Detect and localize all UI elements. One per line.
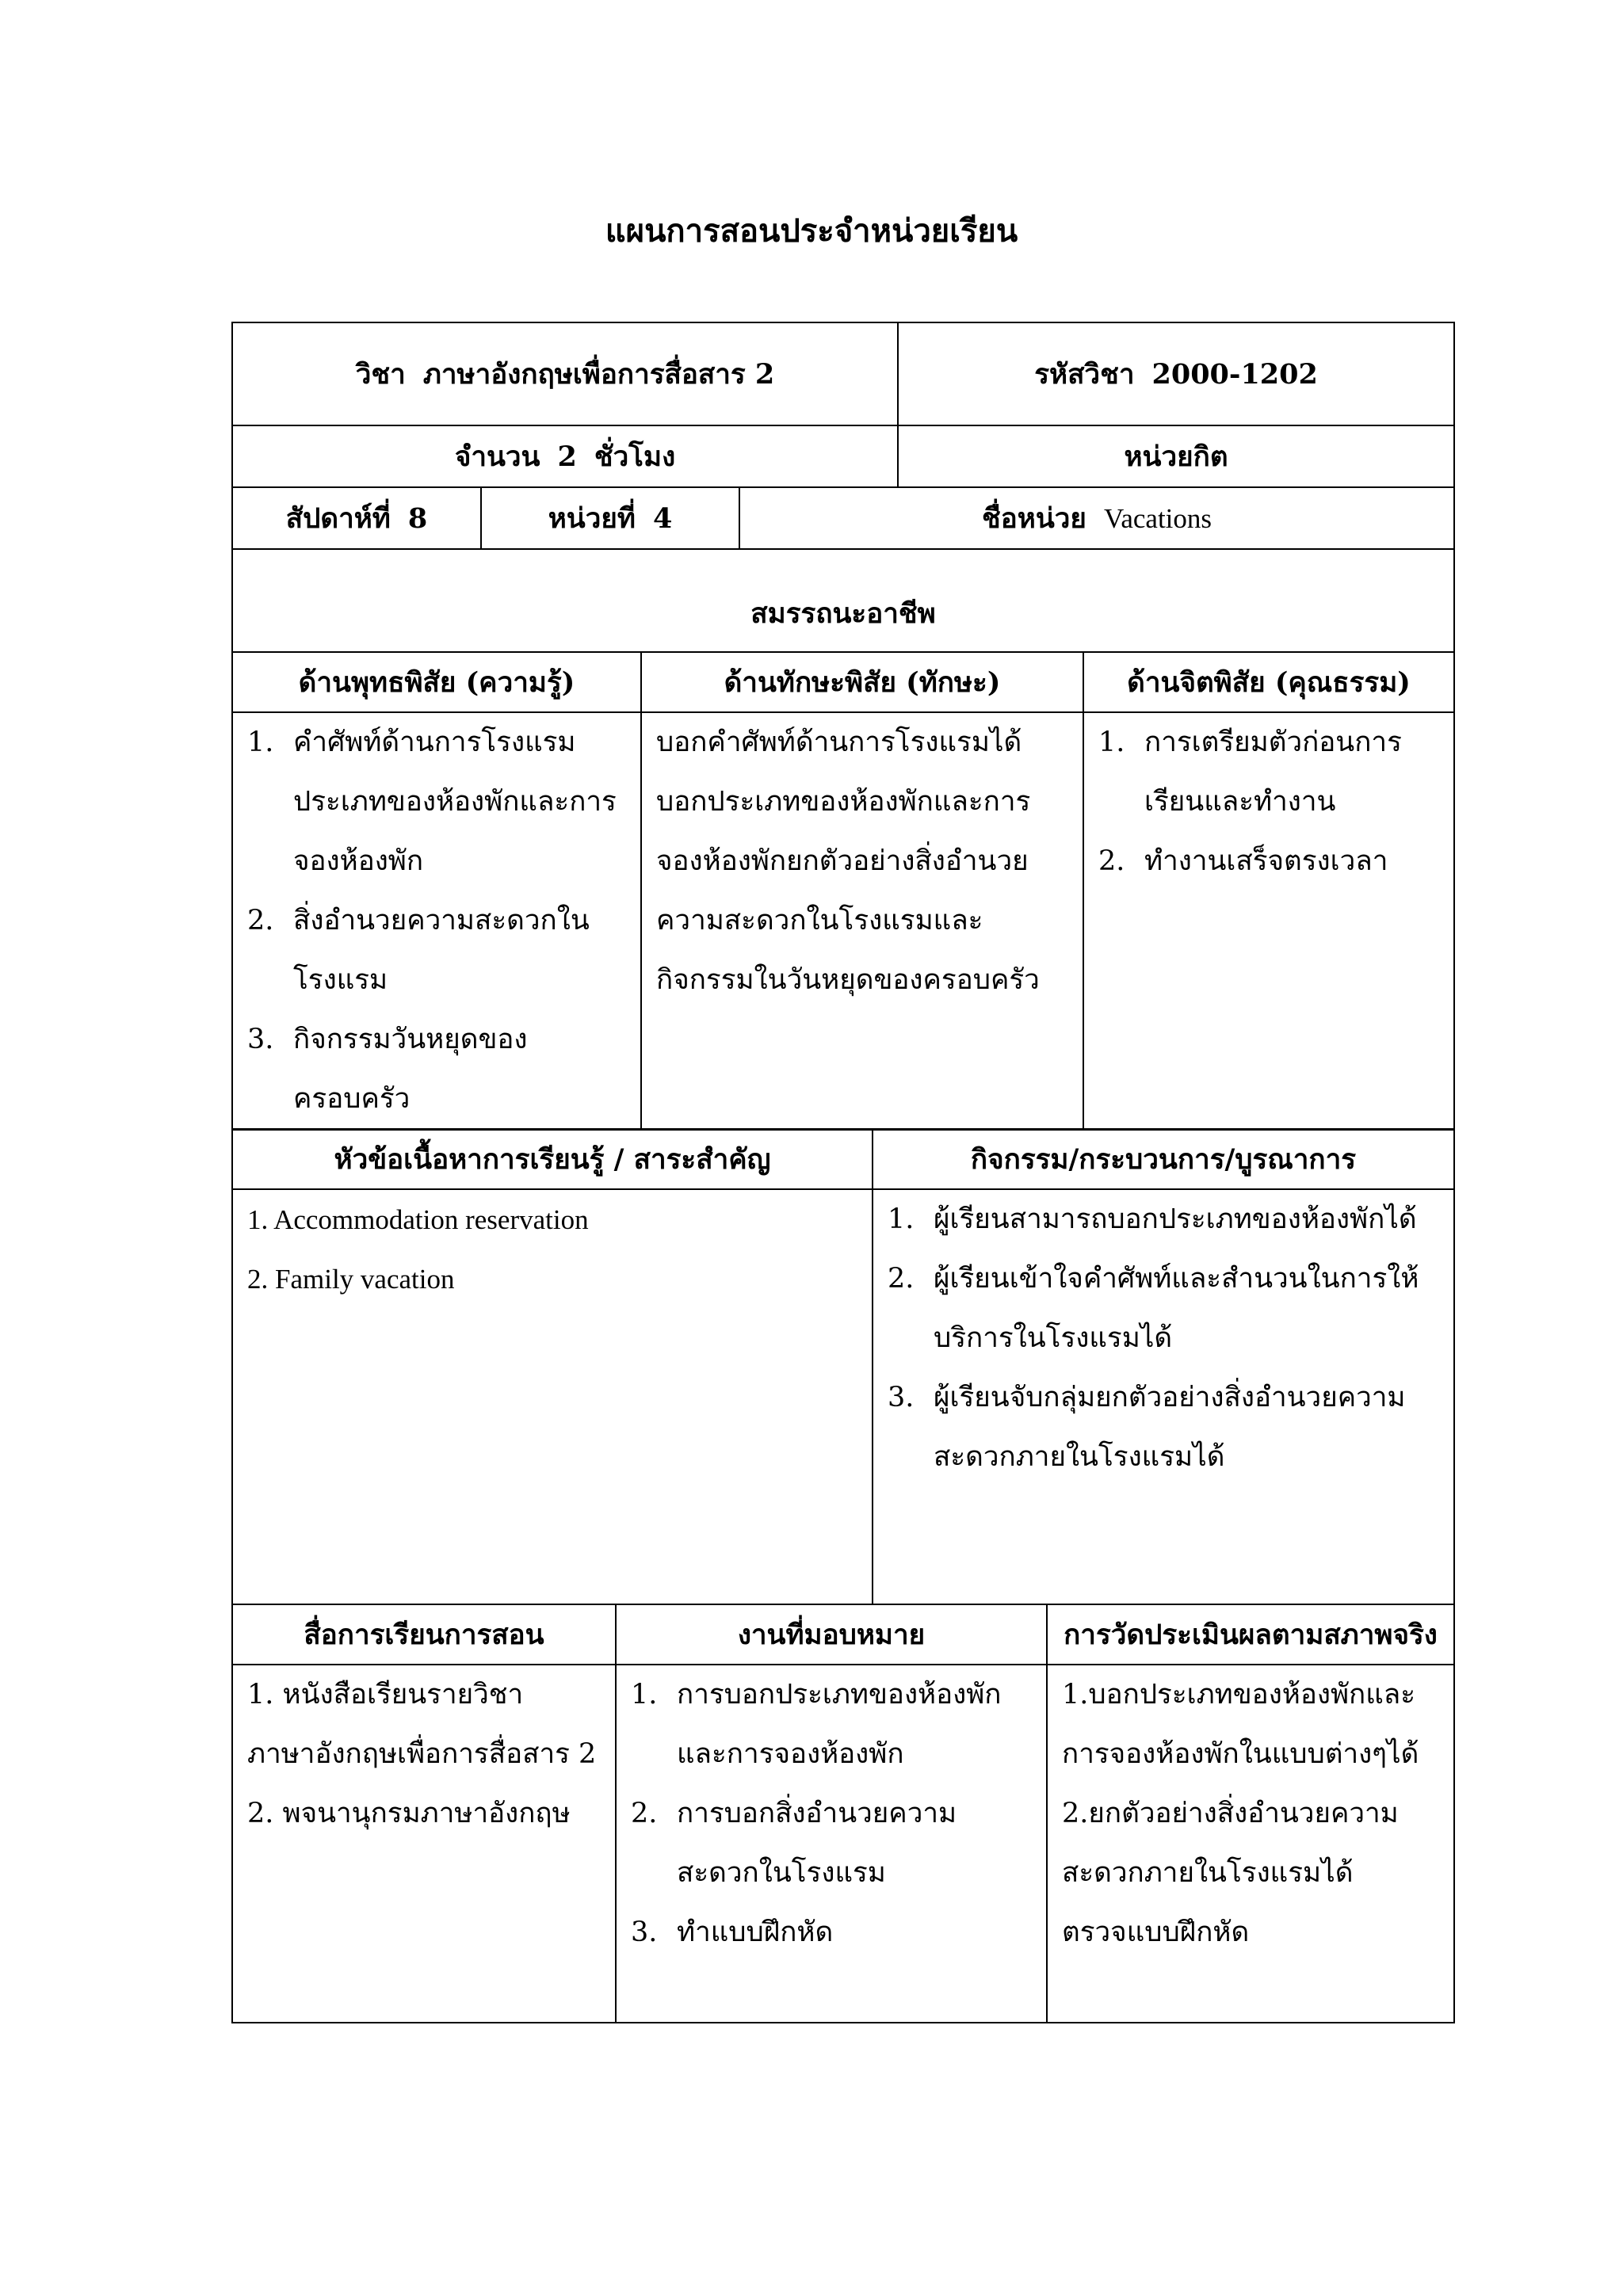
attitude-item-number: 1. <box>1098 727 1125 758</box>
assignment-item-number: 2. <box>631 1798 658 1829</box>
skill-cell <box>641 712 1083 1130</box>
knowledge-item-number: 3. <box>247 1024 274 1055</box>
hours-label: ชั่วโมง <box>594 440 676 473</box>
attitude-item <box>1098 832 1439 891</box>
topics-cell <box>232 1189 873 1604</box>
document-title: แผนการสอนประจำหน่วยเรียน <box>605 212 1018 250</box>
resources-body-row <box>232 1665 1454 2023</box>
assignment-item <box>631 1903 1032 1962</box>
competency-header-row <box>232 652 1454 712</box>
assessment-line: 2.ยกตัวอย่างสิ่งอำนวยความ <box>1062 1798 1399 1829</box>
attitude-cell <box>1083 712 1454 1130</box>
knowledge-item <box>247 891 626 1010</box>
activity-item <box>888 1190 1439 1249</box>
knowledge-item-number: 2. <box>247 905 274 936</box>
assignment-item-number: 3. <box>631 1917 658 1948</box>
topic-line: 1. Accommodation reservation <box>247 1204 589 1235</box>
activity-item-text: ผู้เรียนจับกลุ่มยกตัวอย่างสิ่งอำนวยความสะดวกภายในโรงแรมได้ <box>934 1382 1406 1473</box>
knowledge-list <box>247 713 626 1129</box>
knowledge-header: ด้านพุทธพิสัย (ความรู้) <box>232 652 641 712</box>
media-line: ภาษาอังกฤษเพื่อการสื่อสาร 2 <box>247 1738 597 1770</box>
week-value: 8 <box>407 502 428 535</box>
unit-name-label: ชื่อหน่วย <box>982 502 1086 535</box>
amount-value: 2 <box>557 440 577 473</box>
activities-list <box>888 1190 1439 1487</box>
competency-table <box>231 651 1455 1131</box>
assessment-cell <box>1047 1665 1454 2023</box>
assessment-line: ตรวจแบบฝึกหัด <box>1062 1917 1250 1948</box>
topics-header: หัวข้อเนื้อหาการเรียนรู้ / สาระสำคัญ <box>232 1129 873 1189</box>
skill-lines <box>656 713 1068 1010</box>
attitude-header: ด้านจิตพิสัย (คุณธรรม) <box>1083 652 1454 712</box>
unit-label: หน่วยที่ <box>548 502 636 535</box>
subject-code-label: รหัสวิชา <box>1034 357 1135 391</box>
activity-item-text: ผู้เรียนเข้าใจคำศัพท์และสำนวนในการให้บริการในโรงแรมได้ <box>934 1263 1419 1354</box>
skill-line: จองห้องพักยกตัวอย่างสิ่งอำนวย <box>656 845 1029 877</box>
skill-line: กิจกรรมในวันหยุดของครอบครัว <box>656 964 1040 996</box>
subject-code-value: 2000-1202 <box>1151 357 1318 391</box>
resources-header-row <box>232 1604 1454 1665</box>
week-cell <box>232 487 481 549</box>
assignment-item-text: การบอกสิ่งอำนวยความสะดวกในโรงแรม <box>677 1798 957 1889</box>
media-lines <box>247 1665 601 1844</box>
activity-item-text: ผู้เรียนสามารถบอกประเภทของห้องพักได้ <box>934 1203 1417 1235</box>
skill-header: ด้านทักษะพิสัย (ทักษะ) <box>641 652 1083 712</box>
amount-cell <box>232 425 898 487</box>
competency-title: สมรรถนะอาชีพ <box>232 549 1454 652</box>
resources-table <box>231 1604 1455 2023</box>
content-body-row <box>232 1189 1454 1604</box>
attitude-item-text: ทำงานเสร็จตรงเวลา <box>1144 845 1388 877</box>
media-line: 2. พจนานุกรมภาษาอังกฤษ <box>247 1798 571 1829</box>
activity-item-number: 3. <box>888 1382 915 1413</box>
assessment-lines <box>1062 1665 1439 1962</box>
unit-value: 4 <box>652 502 673 535</box>
subject-cell <box>232 322 898 425</box>
week-label: สัปดาห์ที่ <box>285 502 391 535</box>
header-table <box>231 322 1455 653</box>
assignment-item-text: การบอกประเภทของห้องพักและการจองห้องพัก <box>677 1679 1002 1770</box>
assessment-line: การจองห้องพักในแบบต่างๆได้ <box>1062 1738 1419 1770</box>
competency-title-row <box>232 549 1454 652</box>
attitude-item-number <box>1098 772 1144 832</box>
activity-item <box>888 1368 1439 1487</box>
assessment-line: สะดวกภายในโรงแรมได้ <box>1062 1857 1354 1889</box>
knowledge-item-text: กิจกรรมวันหยุดของครอบครัว <box>293 1024 528 1115</box>
assignment-header: งานที่มอบหมาย <box>616 1604 1047 1665</box>
attitude-item-text: การเตรียมตัวก่อนการ <box>1144 727 1402 758</box>
assignment-cell <box>616 1665 1047 2023</box>
skill-line: ความสะดวกในโรงแรมและ <box>656 905 983 936</box>
skill-line: บอกประเภทของห้องพักและการ <box>656 786 1031 818</box>
assessment-line: 1.บอกประเภทของห้องพักและ <box>1062 1679 1416 1711</box>
media-line: 1. หนังสือเรียนรายวิชา <box>247 1679 524 1711</box>
competency-body-row <box>232 712 1454 1130</box>
subject-name: ภาษาอังกฤษเพื่อการสื่อสาร 2 <box>422 357 775 391</box>
knowledge-item <box>247 713 626 891</box>
knowledge-item-text: คำศัพท์ด้านการโรงแรม ประเภทของห้องพักและการจองห้องพัก <box>293 727 617 877</box>
attitude-list <box>1098 713 1439 891</box>
activity-item-number: 1. <box>888 1203 915 1235</box>
content-header-row <box>232 1129 1454 1189</box>
media-header: สื่อการเรียนการสอน <box>232 1604 616 1665</box>
assignment-item-number: 1. <box>631 1679 658 1711</box>
assignment-list <box>631 1665 1032 1962</box>
assignment-item-text: ทำแบบฝึกหัด <box>677 1917 834 1948</box>
activities-cell <box>873 1189 1454 1604</box>
subject-row <box>232 322 1454 425</box>
activity-item-number: 2. <box>888 1263 915 1295</box>
activities-header: กิจกรรม/กระบวนการ/บูรณาการ <box>873 1129 1454 1189</box>
attitude-item <box>1098 713 1439 772</box>
attitude-item-text: เรียนและทำงาน <box>1144 786 1336 818</box>
skill-line: บอกคำศัพท์ด้านการโรงแรมได้ <box>656 727 1022 758</box>
knowledge-item-number: 1. <box>247 727 274 758</box>
week-row <box>232 487 1454 549</box>
assessment-header: การวัดประเมินผลตามสภาพจริง <box>1047 1604 1454 1665</box>
media-cell <box>232 1665 616 2023</box>
amount-row <box>232 425 1454 487</box>
assignment-item <box>631 1784 1032 1903</box>
knowledge-item <box>247 1010 626 1129</box>
topic-line: 2. Family vacation <box>247 1264 455 1295</box>
credit-cell: หน่วยกิต <box>898 425 1454 487</box>
attitude-item-number: 2. <box>1098 845 1125 877</box>
content-table <box>231 1128 1455 1605</box>
amount-label: จำนวน <box>454 440 540 473</box>
attitude-item <box>1098 772 1439 832</box>
topics-lines <box>247 1190 857 1309</box>
unit-name-value: Vacations <box>1103 502 1212 534</box>
knowledge-cell <box>232 712 641 1130</box>
assignment-item <box>631 1665 1032 1784</box>
subject-code-cell <box>898 322 1454 425</box>
subject-label: วิชา <box>355 357 406 391</box>
unit-cell <box>481 487 739 549</box>
activity-item <box>888 1249 1439 1368</box>
knowledge-item-text: สิ่งอำนวยความสะดวกในโรงแรม <box>293 905 590 996</box>
unit-name-cell <box>739 487 1454 549</box>
